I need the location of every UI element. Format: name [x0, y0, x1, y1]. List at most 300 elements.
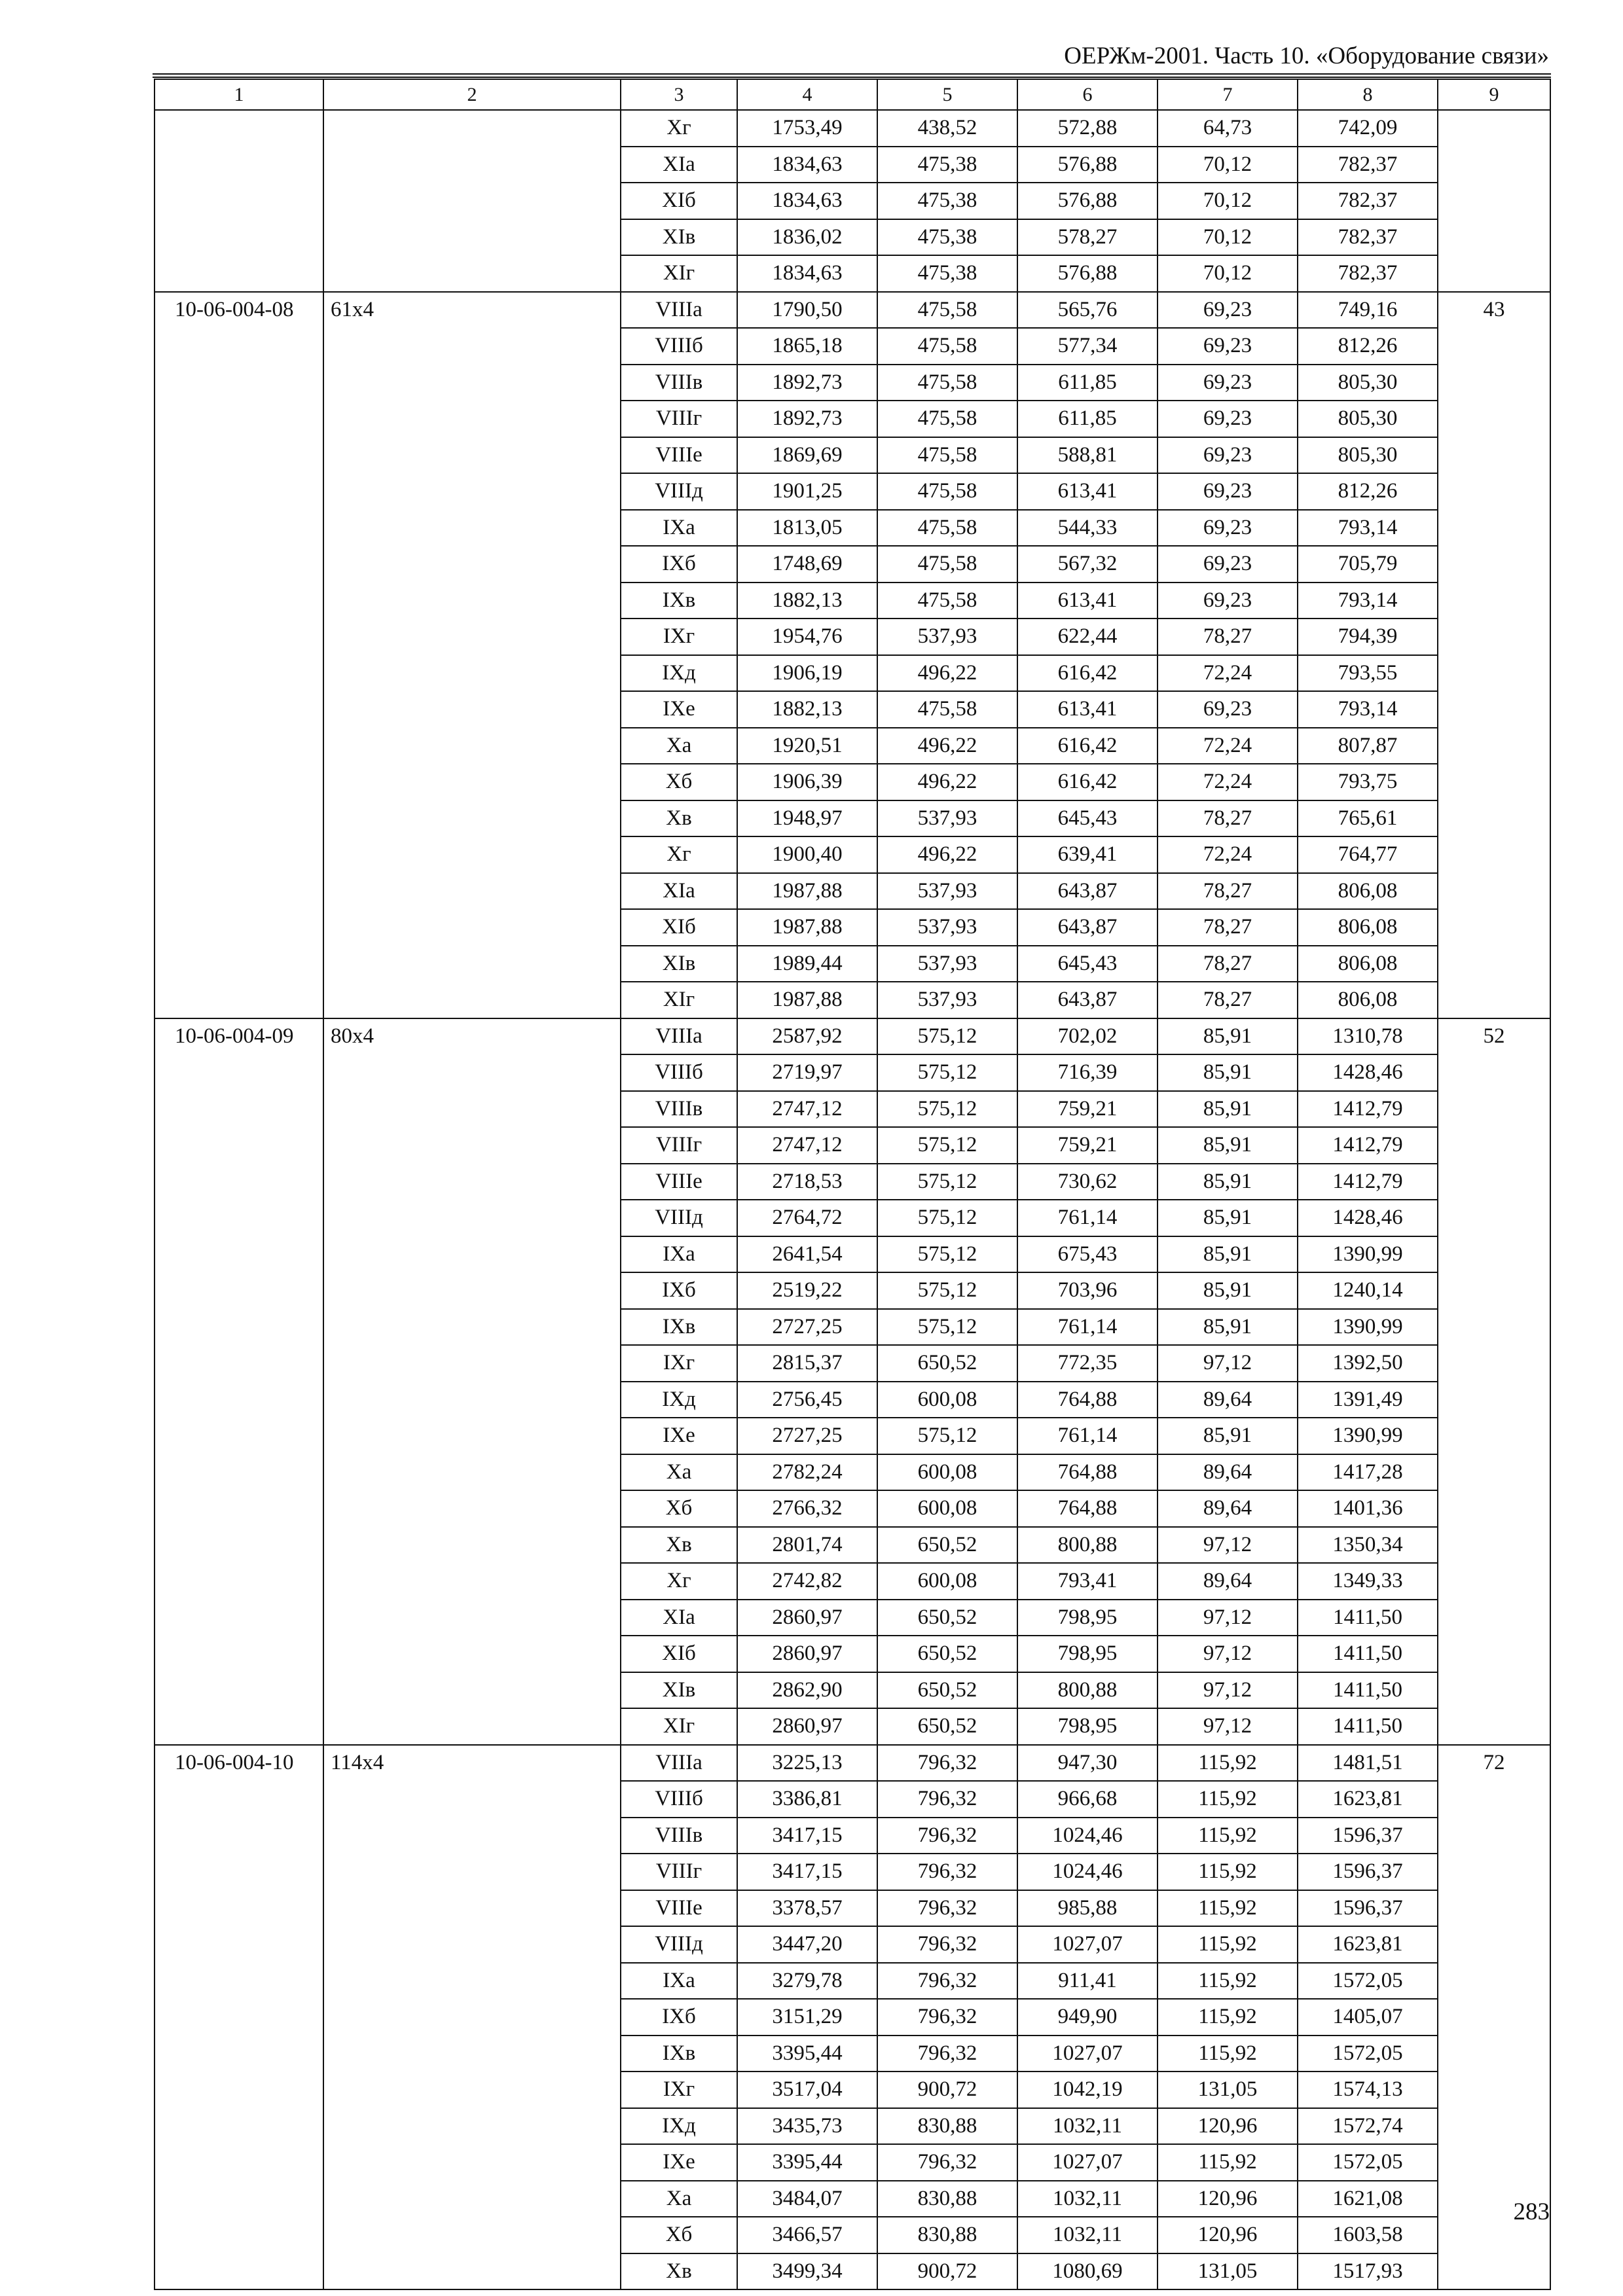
machine-cost-cell: 616,42: [1017, 655, 1158, 692]
table-body: [155, 79, 1550, 2289]
rate-category-cell: XIг: [621, 1708, 737, 1745]
machine-cost-cell: 639,41: [1017, 836, 1158, 873]
wage-cell: 496,22: [877, 764, 1017, 800]
machinist-wage-cell: 97,12: [1158, 1672, 1298, 1709]
machinist-wage-cell: 120,96: [1158, 2108, 1298, 2145]
direct-cost-cell: 2801,74: [737, 1527, 877, 1564]
machinist-wage-cell: 72,24: [1158, 836, 1298, 873]
direct-cost-cell: 1987,88: [737, 873, 877, 910]
norms-table: [154, 79, 1551, 2290]
direct-cost-cell: 1948,97: [737, 800, 877, 837]
rate-category-cell: XIа: [621, 147, 737, 183]
direct-cost-cell: 3395,44: [737, 2144, 877, 2181]
blank-name-cell: [323, 110, 621, 292]
materials-cost-cell: 1349,33: [1298, 1563, 1438, 1600]
materials-cost-cell: 782,37: [1298, 255, 1438, 292]
machinist-wage-cell: 70,12: [1158, 183, 1298, 219]
materials-cost-cell: 1411,50: [1298, 1708, 1438, 1745]
direct-cost-cell: 1869,69: [737, 437, 877, 474]
direct-cost-cell: 1892,73: [737, 401, 877, 437]
rate-category-cell: XIб: [621, 183, 737, 219]
direct-cost-cell: 1900,40: [737, 836, 877, 873]
direct-cost-cell: 2719,97: [737, 1054, 877, 1091]
machinist-wage-cell: 69,23: [1158, 510, 1298, 547]
machinist-wage-cell: 85,91: [1158, 1018, 1298, 1055]
machinist-wage-cell: 69,23: [1158, 437, 1298, 474]
wage-cell: 475,58: [877, 328, 1017, 365]
materials-cost-cell: 1412,79: [1298, 1164, 1438, 1200]
machine-cost-cell: 611,85: [1017, 401, 1158, 437]
direct-cost-cell: 3378,57: [737, 1890, 877, 1927]
materials-cost-cell: 805,30: [1298, 437, 1438, 474]
direct-cost-cell: 2766,32: [737, 1490, 877, 1527]
materials-cost-cell: 806,08: [1298, 982, 1438, 1018]
rate-category-cell: VIIIа: [621, 1018, 737, 1055]
materials-cost-cell: 1412,79: [1298, 1091, 1438, 1128]
machine-cost-cell: 645,43: [1017, 946, 1158, 982]
norm-code-cell: 10-06-004-09: [155, 1018, 323, 1745]
wage-cell: 600,08: [877, 1454, 1017, 1491]
direct-cost-cell: 3417,15: [737, 1818, 877, 1854]
machinist-wage-cell: 72,24: [1158, 655, 1298, 692]
rate-category-cell: Xб: [621, 2217, 737, 2253]
machinist-wage-cell: 69,23: [1158, 691, 1298, 728]
rate-category-cell: XIв: [621, 946, 737, 982]
direct-cost-cell: 1882,13: [737, 583, 877, 619]
wage-cell: 796,32: [877, 1854, 1017, 1890]
rate-category-cell: VIIIг: [621, 1854, 737, 1890]
machine-cost-cell: 798,95: [1017, 1600, 1158, 1636]
wage-cell: 600,08: [877, 1382, 1017, 1418]
machine-cost-cell: 800,88: [1017, 1527, 1158, 1564]
materials-cost-cell: 1623,81: [1298, 1781, 1438, 1818]
wage-cell: 575,12: [877, 1236, 1017, 1273]
machinist-wage-cell: 69,23: [1158, 473, 1298, 510]
machine-cost-cell: 572,88: [1017, 110, 1158, 147]
page-header: ОЕРЖм-2001. Часть 10. «Оборудование связи»: [1064, 43, 1549, 69]
column-header: 5: [877, 79, 1017, 110]
column-header: 4: [737, 79, 877, 110]
direct-cost-cell: 2641,54: [737, 1236, 877, 1273]
wage-cell: 537,93: [877, 982, 1017, 1018]
machinist-wage-cell: 78,27: [1158, 873, 1298, 910]
machinist-wage-cell: 85,91: [1158, 1272, 1298, 1309]
materials-cost-cell: 793,14: [1298, 583, 1438, 619]
machine-cost-cell: 576,88: [1017, 255, 1158, 292]
machinist-wage-cell: 89,64: [1158, 1563, 1298, 1600]
norm-code-cell: 10-06-004-08: [155, 292, 323, 1018]
wage-cell: 575,12: [877, 1200, 1017, 1236]
machine-cost-cell: 703,96: [1017, 1272, 1158, 1309]
rate-category-cell: XIб: [621, 1636, 737, 1672]
rate-category-cell: Xг: [621, 1563, 737, 1600]
direct-cost-cell: 2782,24: [737, 1454, 877, 1491]
rate-category-cell: IXг: [621, 1345, 737, 1382]
wage-cell: 830,88: [877, 2108, 1017, 2145]
wage-cell: 650,52: [877, 1708, 1017, 1745]
direct-cost-cell: 1865,18: [737, 328, 877, 365]
machine-cost-cell: 716,39: [1017, 1054, 1158, 1091]
machinist-wage-cell: 115,92: [1158, 1781, 1298, 1818]
materials-cost-cell: 793,75: [1298, 764, 1438, 800]
machine-cost-cell: 544,33: [1017, 510, 1158, 547]
rate-category-cell: Xг: [621, 110, 737, 147]
machinist-wage-cell: 115,92: [1158, 1890, 1298, 1927]
direct-cost-cell: 1836,02: [737, 219, 877, 256]
machine-cost-cell: 1042,19: [1017, 2072, 1158, 2108]
direct-cost-cell: 1989,44: [737, 946, 877, 982]
wage-cell: 475,58: [877, 473, 1017, 510]
machine-cost-cell: 613,41: [1017, 583, 1158, 619]
wage-cell: 537,93: [877, 946, 1017, 982]
direct-cost-cell: 1790,50: [737, 292, 877, 329]
machinist-wage-cell: 120,96: [1158, 2181, 1298, 2217]
machine-cost-cell: 947,30: [1017, 1745, 1158, 1782]
direct-cost-cell: 3417,15: [737, 1854, 877, 1890]
rate-category-cell: IXв: [621, 583, 737, 619]
rate-category-cell: VIIIв: [621, 365, 737, 401]
materials-cost-cell: 1517,93: [1298, 2253, 1438, 2290]
table-row: [155, 110, 1550, 147]
direct-cost-cell: 1954,76: [737, 619, 877, 655]
wage-cell: 575,12: [877, 1164, 1017, 1200]
machine-cost-cell: 798,95: [1017, 1636, 1158, 1672]
machine-cost-cell: 613,41: [1017, 691, 1158, 728]
machine-cost-cell: 1032,11: [1017, 2108, 1158, 2145]
wage-cell: 900,72: [877, 2072, 1017, 2108]
header-rule: [153, 77, 1551, 78]
materials-cost-cell: 1596,37: [1298, 1890, 1438, 1927]
direct-cost-cell: 2742,82: [737, 1563, 877, 1600]
machine-cost-cell: 1027,07: [1017, 2036, 1158, 2072]
direct-cost-cell: 3447,20: [737, 1926, 877, 1963]
machine-cost-cell: 764,88: [1017, 1382, 1158, 1418]
column-header: 7: [1158, 79, 1298, 110]
rate-category-cell: VIIIб: [621, 328, 737, 365]
materials-cost-cell: 1621,08: [1298, 2181, 1438, 2217]
blank-code-cell: [155, 110, 323, 292]
machine-cost-cell: 567,32: [1017, 546, 1158, 583]
machinist-wage-cell: 72,24: [1158, 764, 1298, 800]
machinist-wage-cell: 131,05: [1158, 2253, 1298, 2290]
column-header: 9: [1438, 79, 1550, 110]
machinist-wage-cell: 70,12: [1158, 219, 1298, 256]
table-row: [155, 1745, 1550, 1782]
machine-cost-cell: 798,95: [1017, 1708, 1158, 1745]
direct-cost-cell: 1987,88: [737, 982, 877, 1018]
wage-cell: 475,38: [877, 147, 1017, 183]
column-header: 3: [621, 79, 737, 110]
rate-category-cell: Xа: [621, 1454, 737, 1491]
machinist-wage-cell: 69,23: [1158, 292, 1298, 329]
rate-category-cell: VIIIе: [621, 1164, 737, 1200]
wage-cell: 475,58: [877, 365, 1017, 401]
materials-cost-cell: 1572,05: [1298, 1963, 1438, 2000]
machine-cost-cell: 911,41: [1017, 1963, 1158, 2000]
wage-cell: 830,88: [877, 2217, 1017, 2253]
materials-cost-cell: 812,26: [1298, 328, 1438, 365]
materials-cost-cell: 805,30: [1298, 401, 1438, 437]
column-number-row: [155, 79, 1550, 110]
wage-cell: 475,58: [877, 546, 1017, 583]
direct-cost-cell: 1834,63: [737, 255, 877, 292]
machinist-wage-cell: 120,96: [1158, 2217, 1298, 2253]
wage-cell: 796,32: [877, 1963, 1017, 2000]
machinist-wage-cell: 78,27: [1158, 909, 1298, 946]
header-rule: [153, 73, 1551, 75]
rate-category-cell: VIIIа: [621, 1745, 737, 1782]
materials-cost-cell: 812,26: [1298, 473, 1438, 510]
wage-cell: 575,12: [877, 1018, 1017, 1055]
machinist-wage-cell: 89,64: [1158, 1382, 1298, 1418]
machinist-wage-cell: 85,91: [1158, 1054, 1298, 1091]
rate-category-cell: Xв: [621, 1527, 737, 1564]
machine-cost-cell: 800,88: [1017, 1672, 1158, 1709]
rate-category-cell: VIIIб: [621, 1054, 737, 1091]
direct-cost-cell: 2862,90: [737, 1672, 877, 1709]
direct-cost-cell: 1987,88: [737, 909, 877, 946]
materials-cost-cell: 1596,37: [1298, 1854, 1438, 1890]
machinist-wage-cell: 115,92: [1158, 1854, 1298, 1890]
machine-cost-cell: 761,14: [1017, 1200, 1158, 1236]
machinist-wage-cell: 97,12: [1158, 1708, 1298, 1745]
rate-category-cell: VIIIв: [621, 1091, 737, 1128]
direct-cost-cell: 3386,81: [737, 1781, 877, 1818]
machinist-wage-cell: 78,27: [1158, 946, 1298, 982]
wage-cell: 537,93: [877, 873, 1017, 910]
direct-cost-cell: 2718,53: [737, 1164, 877, 1200]
materials-cost-cell: 794,39: [1298, 619, 1438, 655]
machinist-wage-cell: 85,91: [1158, 1236, 1298, 1273]
materials-cost-cell: 1411,50: [1298, 1600, 1438, 1636]
rate-category-cell: VIIIг: [621, 1127, 737, 1164]
materials-cost-cell: 1572,74: [1298, 2108, 1438, 2145]
rate-category-cell: XIв: [621, 219, 737, 256]
machinist-wage-cell: 85,91: [1158, 1418, 1298, 1454]
machinist-wage-cell: 64,73: [1158, 110, 1298, 147]
machinist-wage-cell: 115,92: [1158, 1745, 1298, 1782]
wage-cell: 575,12: [877, 1127, 1017, 1164]
wage-cell: 830,88: [877, 2181, 1017, 2217]
direct-cost-cell: 2747,12: [737, 1091, 877, 1128]
wage-cell: 496,22: [877, 728, 1017, 764]
wage-cell: 575,12: [877, 1309, 1017, 1346]
wage-cell: 537,93: [877, 800, 1017, 837]
machinist-wage-cell: 69,23: [1158, 328, 1298, 365]
wage-cell: 796,32: [877, 1818, 1017, 1854]
norm-name-cell: 61x4: [323, 292, 621, 1018]
materials-cost-cell: 782,37: [1298, 183, 1438, 219]
machine-cost-cell: 578,27: [1017, 219, 1158, 256]
rate-category-cell: VIIIе: [621, 1890, 737, 1927]
machine-cost-cell: 1024,46: [1017, 1854, 1158, 1890]
materials-cost-cell: 793,55: [1298, 655, 1438, 692]
machine-cost-cell: 675,43: [1017, 1236, 1158, 1273]
materials-cost-cell: 1572,05: [1298, 2144, 1438, 2181]
blank-col9-cell: [1438, 110, 1550, 292]
direct-cost-cell: 2860,97: [737, 1708, 877, 1745]
rate-category-cell: XIв: [621, 1672, 737, 1709]
machinist-wage-cell: 72,24: [1158, 728, 1298, 764]
rate-category-cell: IXа: [621, 1236, 737, 1273]
machine-cost-cell: 730,62: [1017, 1164, 1158, 1200]
machinist-wage-cell: 69,23: [1158, 546, 1298, 583]
materials-cost-cell: 1574,13: [1298, 2072, 1438, 2108]
table-row: [155, 292, 1550, 329]
rate-category-cell: VIIIб: [621, 1781, 737, 1818]
machinist-wage-cell: 85,91: [1158, 1091, 1298, 1128]
machine-cost-cell: 759,21: [1017, 1127, 1158, 1164]
rate-category-cell: IXб: [621, 546, 737, 583]
machinist-wage-cell: 70,12: [1158, 255, 1298, 292]
rate-category-cell: IXд: [621, 655, 737, 692]
direct-cost-cell: 2587,92: [737, 1018, 877, 1055]
machinist-wage-cell: 97,12: [1158, 1345, 1298, 1382]
table-row: [155, 1018, 1550, 1055]
machine-cost-cell: 1024,46: [1017, 1818, 1158, 1854]
machine-cost-cell: 793,41: [1017, 1563, 1158, 1600]
machinist-wage-cell: 115,92: [1158, 1926, 1298, 1963]
materials-cost-cell: 782,37: [1298, 147, 1438, 183]
rate-category-cell: Xа: [621, 2181, 737, 2217]
rate-category-cell: VIIIе: [621, 437, 737, 474]
materials-cost-cell: 1481,51: [1298, 1745, 1438, 1782]
materials-cost-cell: 793,14: [1298, 691, 1438, 728]
direct-cost-cell: 2815,37: [737, 1345, 877, 1382]
direct-cost-cell: 1748,69: [737, 546, 877, 583]
rate-category-cell: XIб: [621, 909, 737, 946]
machine-cost-cell: 643,87: [1017, 909, 1158, 946]
wage-cell: 600,08: [877, 1563, 1017, 1600]
materials-cost-cell: 765,61: [1298, 800, 1438, 837]
materials-cost-cell: 1428,46: [1298, 1200, 1438, 1236]
direct-cost-cell: 1906,39: [737, 764, 877, 800]
wage-cell: 796,32: [877, 1745, 1017, 1782]
rate-category-cell: Xб: [621, 1490, 737, 1527]
rate-category-cell: VIIIв: [621, 1818, 737, 1854]
wage-cell: 475,58: [877, 510, 1017, 547]
machinist-wage-cell: 97,12: [1158, 1636, 1298, 1672]
machinist-wage-cell: 78,27: [1158, 982, 1298, 1018]
machine-cost-cell: 1027,07: [1017, 1926, 1158, 1963]
materials-cost-cell: 1411,50: [1298, 1672, 1438, 1709]
machine-cost-cell: 565,76: [1017, 292, 1158, 329]
rate-category-cell: XIг: [621, 255, 737, 292]
rate-category-cell: IXа: [621, 1963, 737, 2000]
materials-cost-cell: 1390,99: [1298, 1309, 1438, 1346]
materials-cost-cell: 705,79: [1298, 546, 1438, 583]
direct-cost-cell: 2756,45: [737, 1382, 877, 1418]
machine-cost-cell: 576,88: [1017, 183, 1158, 219]
wage-cell: 796,32: [877, 1890, 1017, 1927]
wage-cell: 475,58: [877, 691, 1017, 728]
machine-cost-cell: 616,42: [1017, 728, 1158, 764]
rate-category-cell: IXб: [621, 1272, 737, 1309]
machinist-wage-cell: 78,27: [1158, 619, 1298, 655]
wage-cell: 650,52: [877, 1600, 1017, 1636]
machine-cost-cell: 966,68: [1017, 1781, 1158, 1818]
materials-cost-cell: 807,87: [1298, 728, 1438, 764]
rate-category-cell: IXг: [621, 619, 737, 655]
machine-cost-cell: 1027,07: [1017, 2144, 1158, 2181]
direct-cost-cell: 1892,73: [737, 365, 877, 401]
wage-cell: 537,93: [877, 619, 1017, 655]
materials-cost-cell: 1405,07: [1298, 1999, 1438, 2036]
rate-category-cell: IXд: [621, 1382, 737, 1418]
rate-category-cell: VIIIд: [621, 473, 737, 510]
wage-cell: 537,93: [877, 909, 1017, 946]
rate-category-cell: XIг: [621, 982, 737, 1018]
direct-cost-cell: 1834,63: [737, 183, 877, 219]
materials-cost-cell: 764,77: [1298, 836, 1438, 873]
machine-cost-cell: 643,87: [1017, 982, 1158, 1018]
labor-cell: 52: [1438, 1018, 1550, 1745]
wage-cell: 475,38: [877, 183, 1017, 219]
rate-category-cell: Xв: [621, 2253, 737, 2290]
rate-category-cell: Xа: [621, 728, 737, 764]
wage-cell: 475,58: [877, 292, 1017, 329]
machine-cost-cell: 1032,11: [1017, 2217, 1158, 2253]
rate-category-cell: Xв: [621, 800, 737, 837]
rate-category-cell: IXб: [621, 1999, 737, 2036]
direct-cost-cell: 1834,63: [737, 147, 877, 183]
wage-cell: 650,52: [877, 1636, 1017, 1672]
machine-cost-cell: 772,35: [1017, 1345, 1158, 1382]
direct-cost-cell: 3279,78: [737, 1963, 877, 2000]
rate-category-cell: IXд: [621, 2108, 737, 2145]
machinist-wage-cell: 85,91: [1158, 1200, 1298, 1236]
rate-category-cell: IXе: [621, 2144, 737, 2181]
machine-cost-cell: 761,14: [1017, 1418, 1158, 1454]
direct-cost-cell: 3151,29: [737, 1999, 877, 2036]
direct-cost-cell: 3466,57: [737, 2217, 877, 2253]
wage-cell: 496,22: [877, 655, 1017, 692]
machine-cost-cell: 613,41: [1017, 473, 1158, 510]
machinist-wage-cell: 69,23: [1158, 401, 1298, 437]
direct-cost-cell: 2727,25: [737, 1418, 877, 1454]
wage-cell: 475,58: [877, 401, 1017, 437]
machinist-wage-cell: 115,92: [1158, 1999, 1298, 2036]
wage-cell: 475,58: [877, 583, 1017, 619]
materials-cost-cell: 1350,34: [1298, 1527, 1438, 1564]
machine-cost-cell: 1032,11: [1017, 2181, 1158, 2217]
machinist-wage-cell: 115,92: [1158, 2144, 1298, 2181]
wage-cell: 650,52: [877, 1672, 1017, 1709]
materials-cost-cell: 1411,50: [1298, 1636, 1438, 1672]
direct-cost-cell: 1753,49: [737, 110, 877, 147]
wage-cell: 475,38: [877, 255, 1017, 292]
materials-cost-cell: 1596,37: [1298, 1818, 1438, 1854]
rate-category-cell: VIIIг: [621, 401, 737, 437]
norm-name-cell: 114x4: [323, 1745, 621, 2290]
materials-cost-cell: 1390,99: [1298, 1418, 1438, 1454]
machine-cost-cell: 702,02: [1017, 1018, 1158, 1055]
direct-cost-cell: 3435,73: [737, 2108, 877, 2145]
direct-cost-cell: 3395,44: [737, 2036, 877, 2072]
materials-cost-cell: 1603,58: [1298, 2217, 1438, 2253]
machinist-wage-cell: 69,23: [1158, 583, 1298, 619]
machine-cost-cell: 764,88: [1017, 1490, 1158, 1527]
materials-cost-cell: 1572,05: [1298, 2036, 1438, 2072]
rate-category-cell: XIа: [621, 1600, 737, 1636]
norm-code-cell: 10-06-004-10: [155, 1745, 323, 2290]
materials-cost-cell: 806,08: [1298, 909, 1438, 946]
materials-cost-cell: 782,37: [1298, 219, 1438, 256]
direct-cost-cell: 1813,05: [737, 510, 877, 547]
wage-cell: 438,52: [877, 110, 1017, 147]
materials-cost-cell: 1390,99: [1298, 1236, 1438, 1273]
machinist-wage-cell: 97,12: [1158, 1600, 1298, 1636]
